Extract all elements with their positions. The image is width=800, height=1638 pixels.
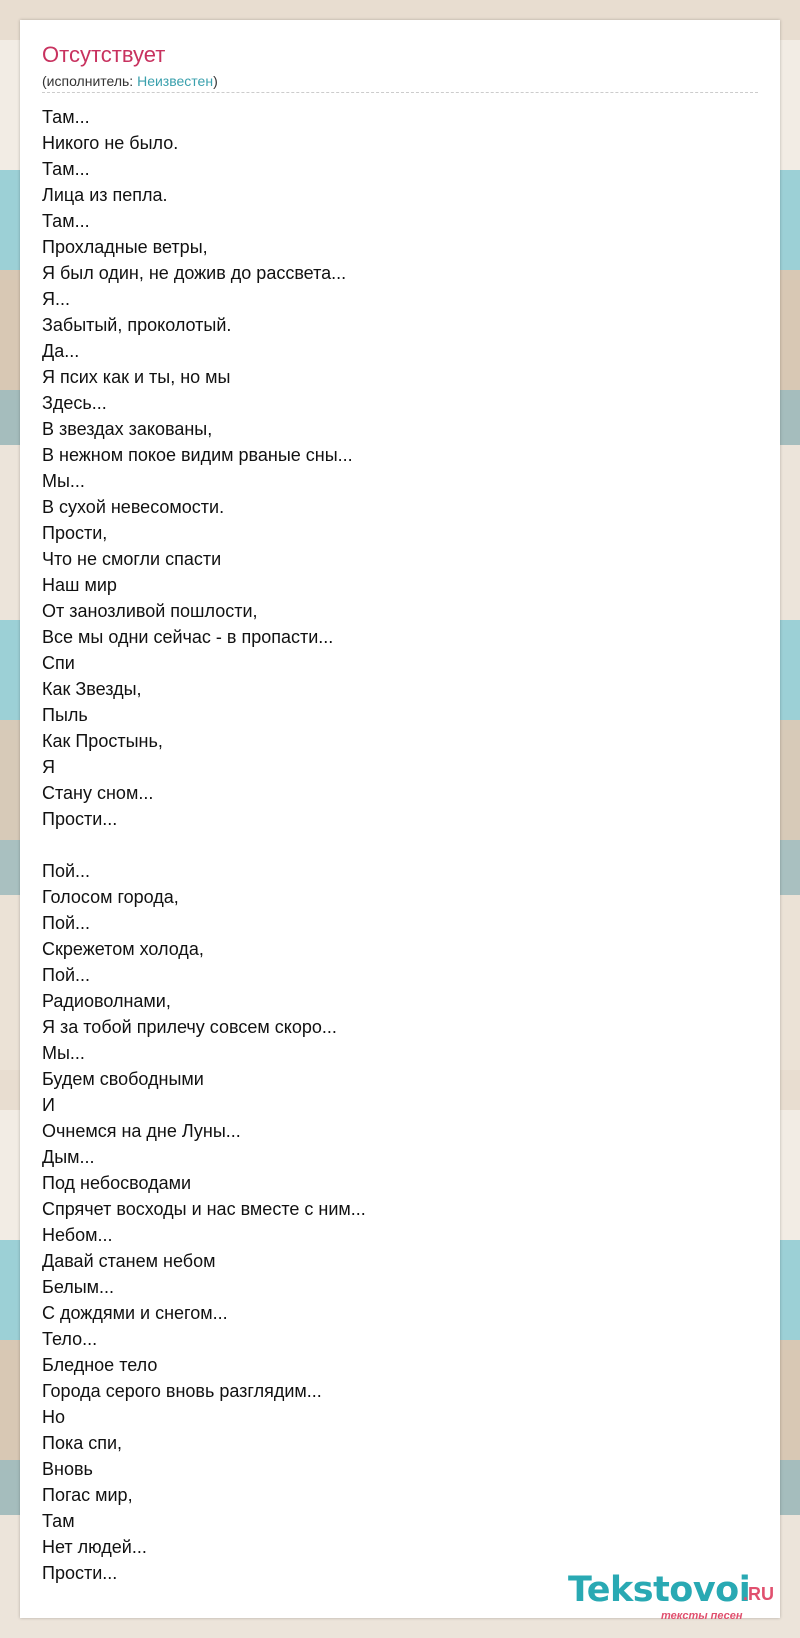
lyric-line: Я был один, не дожив до рассвета... [42,263,347,283]
lyric-line: Пой... [42,861,91,881]
logo-tld: .RU [743,1584,774,1604]
lyric-line: Тело... [42,1329,98,1349]
logo-tagline: тексты песен [661,1610,743,1622]
lyric-line: Что не смогли спасти [42,549,222,569]
lyric-line: В сухой невесомости. [42,497,225,517]
lyric-line: Дым... [42,1147,95,1167]
lyric-line: Стану сном... [42,783,154,803]
lyric-line: Наш мир [42,575,117,595]
lyric-line: Будем свободными [42,1069,204,1089]
lyric-line: Прости, [42,523,108,543]
lyric-line: Города серого вновь разглядим... [42,1381,322,1401]
lyric-line: Никого не было. [42,133,179,153]
performer-suffix: ) [213,73,218,89]
lyric-line: Небом... [42,1225,113,1245]
lyric-line: Там... [42,107,90,127]
logo-brand: Tekstovoi [568,1570,751,1610]
lyrics-text [42,104,742,1586]
performer-link[interactable]: Неизвестен [137,73,214,89]
lyric-line: Бледное тело [42,1355,158,1375]
lyric-line: Я... [42,289,71,309]
lyric-line: С дождями и снегом... [42,1303,228,1323]
lyric-line: Мы... [42,1043,85,1063]
performer-line [42,73,218,89]
lyric-line: Там... [42,211,90,231]
lyric-line: Прохладные ветры, [42,237,208,257]
lyric-line: Белым... [42,1277,115,1297]
lyric-line: В нежном покое видим рваные сны... [42,445,353,465]
lyric-line: Прости... [42,809,118,829]
lyric-line: Пока спи, [42,1433,123,1453]
lyric-line: Под небосводами [42,1173,192,1193]
lyric-line: Как Простынь, [42,731,163,751]
lyric-line: Как Звезды, [42,679,142,699]
lyric-line: Пой... [42,913,91,933]
lyric-line: Я за тобой прилечу совсем скоро... [42,1017,337,1037]
performer-prefix: (исполнитель: [42,73,138,89]
lyric-line: Я [42,757,55,777]
title-divider [42,92,758,93]
lyric-line: Я псих как и ты, но мы [42,367,231,387]
lyric-line: Спрячет восходы и нас вместе с ним... [42,1199,366,1219]
lyric-line: Здесь... [42,393,107,413]
lyric-line: Забытый, проколотый. [42,315,232,335]
lyric-line: Да... [42,341,80,361]
lyric-line: В звездах закованы, [42,419,213,439]
lyric-line: Прости... [42,1563,118,1583]
lyric-line: Нет людей... [42,1537,147,1557]
lyric-line: Погас мир, [42,1485,133,1505]
lyric-line: Лица из пепла. [42,185,168,205]
lyric-line: Очнемся на дне Луны... [42,1121,241,1141]
lyric-line: Но [42,1407,66,1427]
lyric-line: Давай станем небом [42,1251,216,1271]
song-title: Отсутствует [42,42,166,67]
lyric-line: Там [42,1511,75,1531]
lyric-line: Там... [42,159,90,179]
lyric-line: Пой... [42,965,91,985]
lyric-line: Скрежетом холода, [42,939,204,959]
lyric-line: Голосом города, [42,887,179,907]
lyric-line: Спи [42,653,75,673]
lyric-line [42,832,742,858]
lyric-line: От занозливой пошлости, [42,601,258,621]
lyric-line: Радиоволнами, [42,991,171,1011]
lyric-line: И [42,1095,55,1115]
lyric-line: Мы... [42,471,85,491]
lyric-line: Вновь [42,1459,93,1479]
site-logo[interactable] [568,1570,774,1622]
lyric-line: Пыль [42,705,88,725]
lyric-line: Все мы одни сейчас - в пропасти... [42,627,334,647]
